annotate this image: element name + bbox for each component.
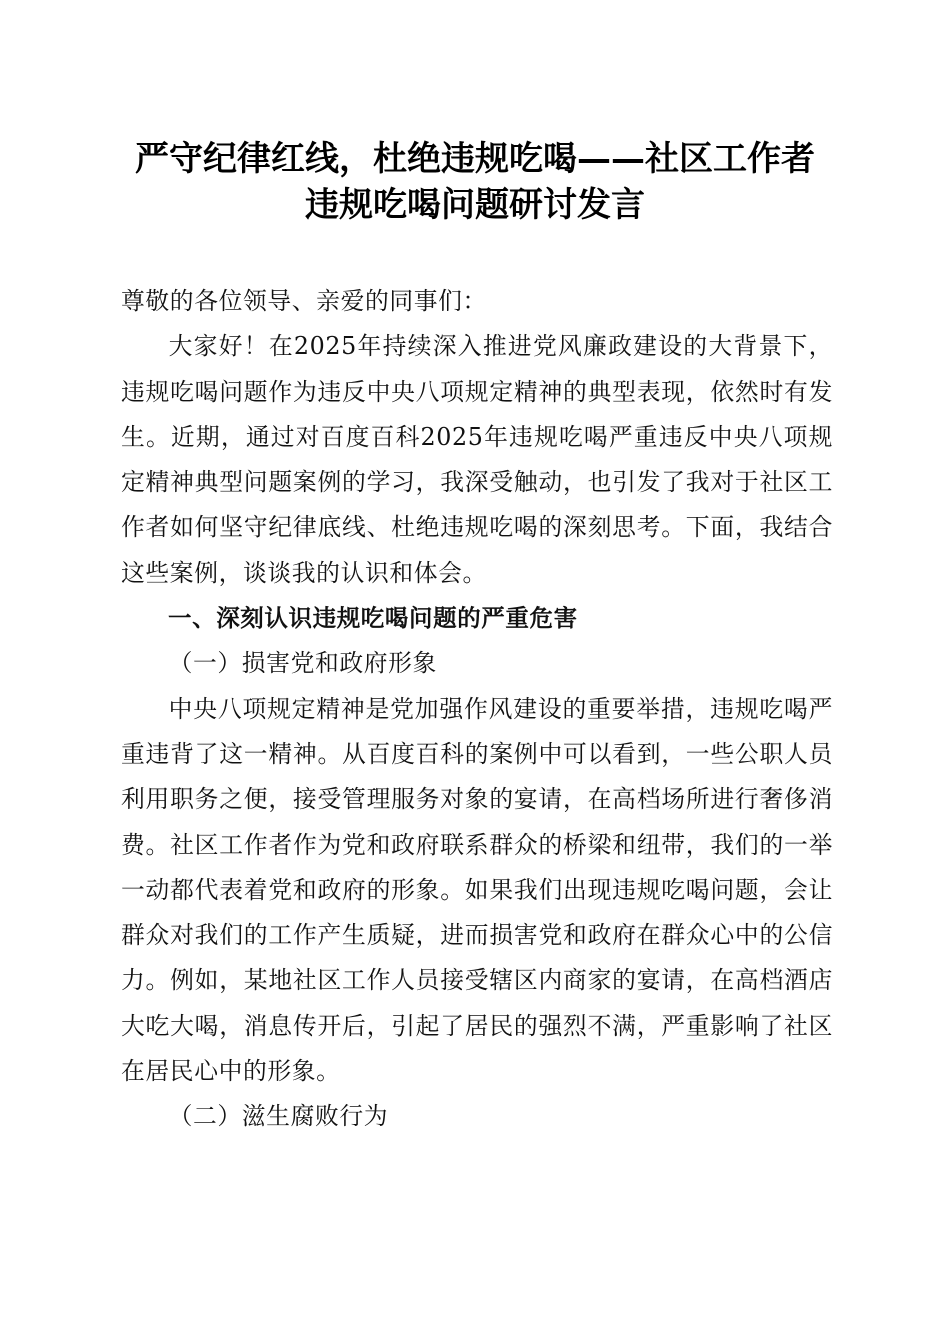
subsection-2-heading: （二）滋生腐败行为 bbox=[168, 1102, 389, 1131]
document-body bbox=[121, 279, 833, 1140]
salutation: 尊敬的各位领导、亲爱的同事们： bbox=[121, 287, 487, 315]
section-1-heading: 一、深刻认识违规吃喝问题的严重危害 bbox=[168, 604, 578, 633]
intro-paragraph: 大家好！在2025年持续深入推进党风廉政建设的大背景下，违规吃喝问题作为违反中央八项规定精神的典型表现，依然时有发生。近期，通过对百度百科2025年违规吃喝严重违反中央八项规定精神典型问题案例的学习，我深受触动，也引发了我对于社区工作者如何坚守纪律底线、杜绝违规吃喝的深刻思考。下面，我结合这些案例，谈谈我的认识和体会。 bbox=[121, 332, 833, 587]
subsection-1-paragraph: 中央八项规定精神是党加强作风建设的重要举措，违规吃喝严重违背了这一精神。从百度百科的案例中可以看到，一些公职人员利用职务之便，接受管理服务对象的宴请，在高档场所进行奢侈消费。社区工作者作为党和政府联系群众的桥梁和纽带，我们的一举一动都代表着党和政府的形象。如果我们出现违规吃喝问题，会让群众对我们的工作产生质疑，进而损害党和政府在群众心中的公信力。例如，某地社区工作人员接受辖区内商家的宴请，在高档酒店大吃大喝，消息传开后，引起了居民的强烈不满，严重影响了社区在居民心中的形象。 bbox=[121, 694, 833, 1086]
subsection-1-heading: （一）损害党和政府形象 bbox=[168, 649, 437, 678]
document-title-line-2: 违规吃喝问题研讨发言 bbox=[305, 185, 645, 225]
document-title-line-1: 严守纪律红线，杜绝违规吃喝——社区工作者 bbox=[135, 139, 815, 179]
